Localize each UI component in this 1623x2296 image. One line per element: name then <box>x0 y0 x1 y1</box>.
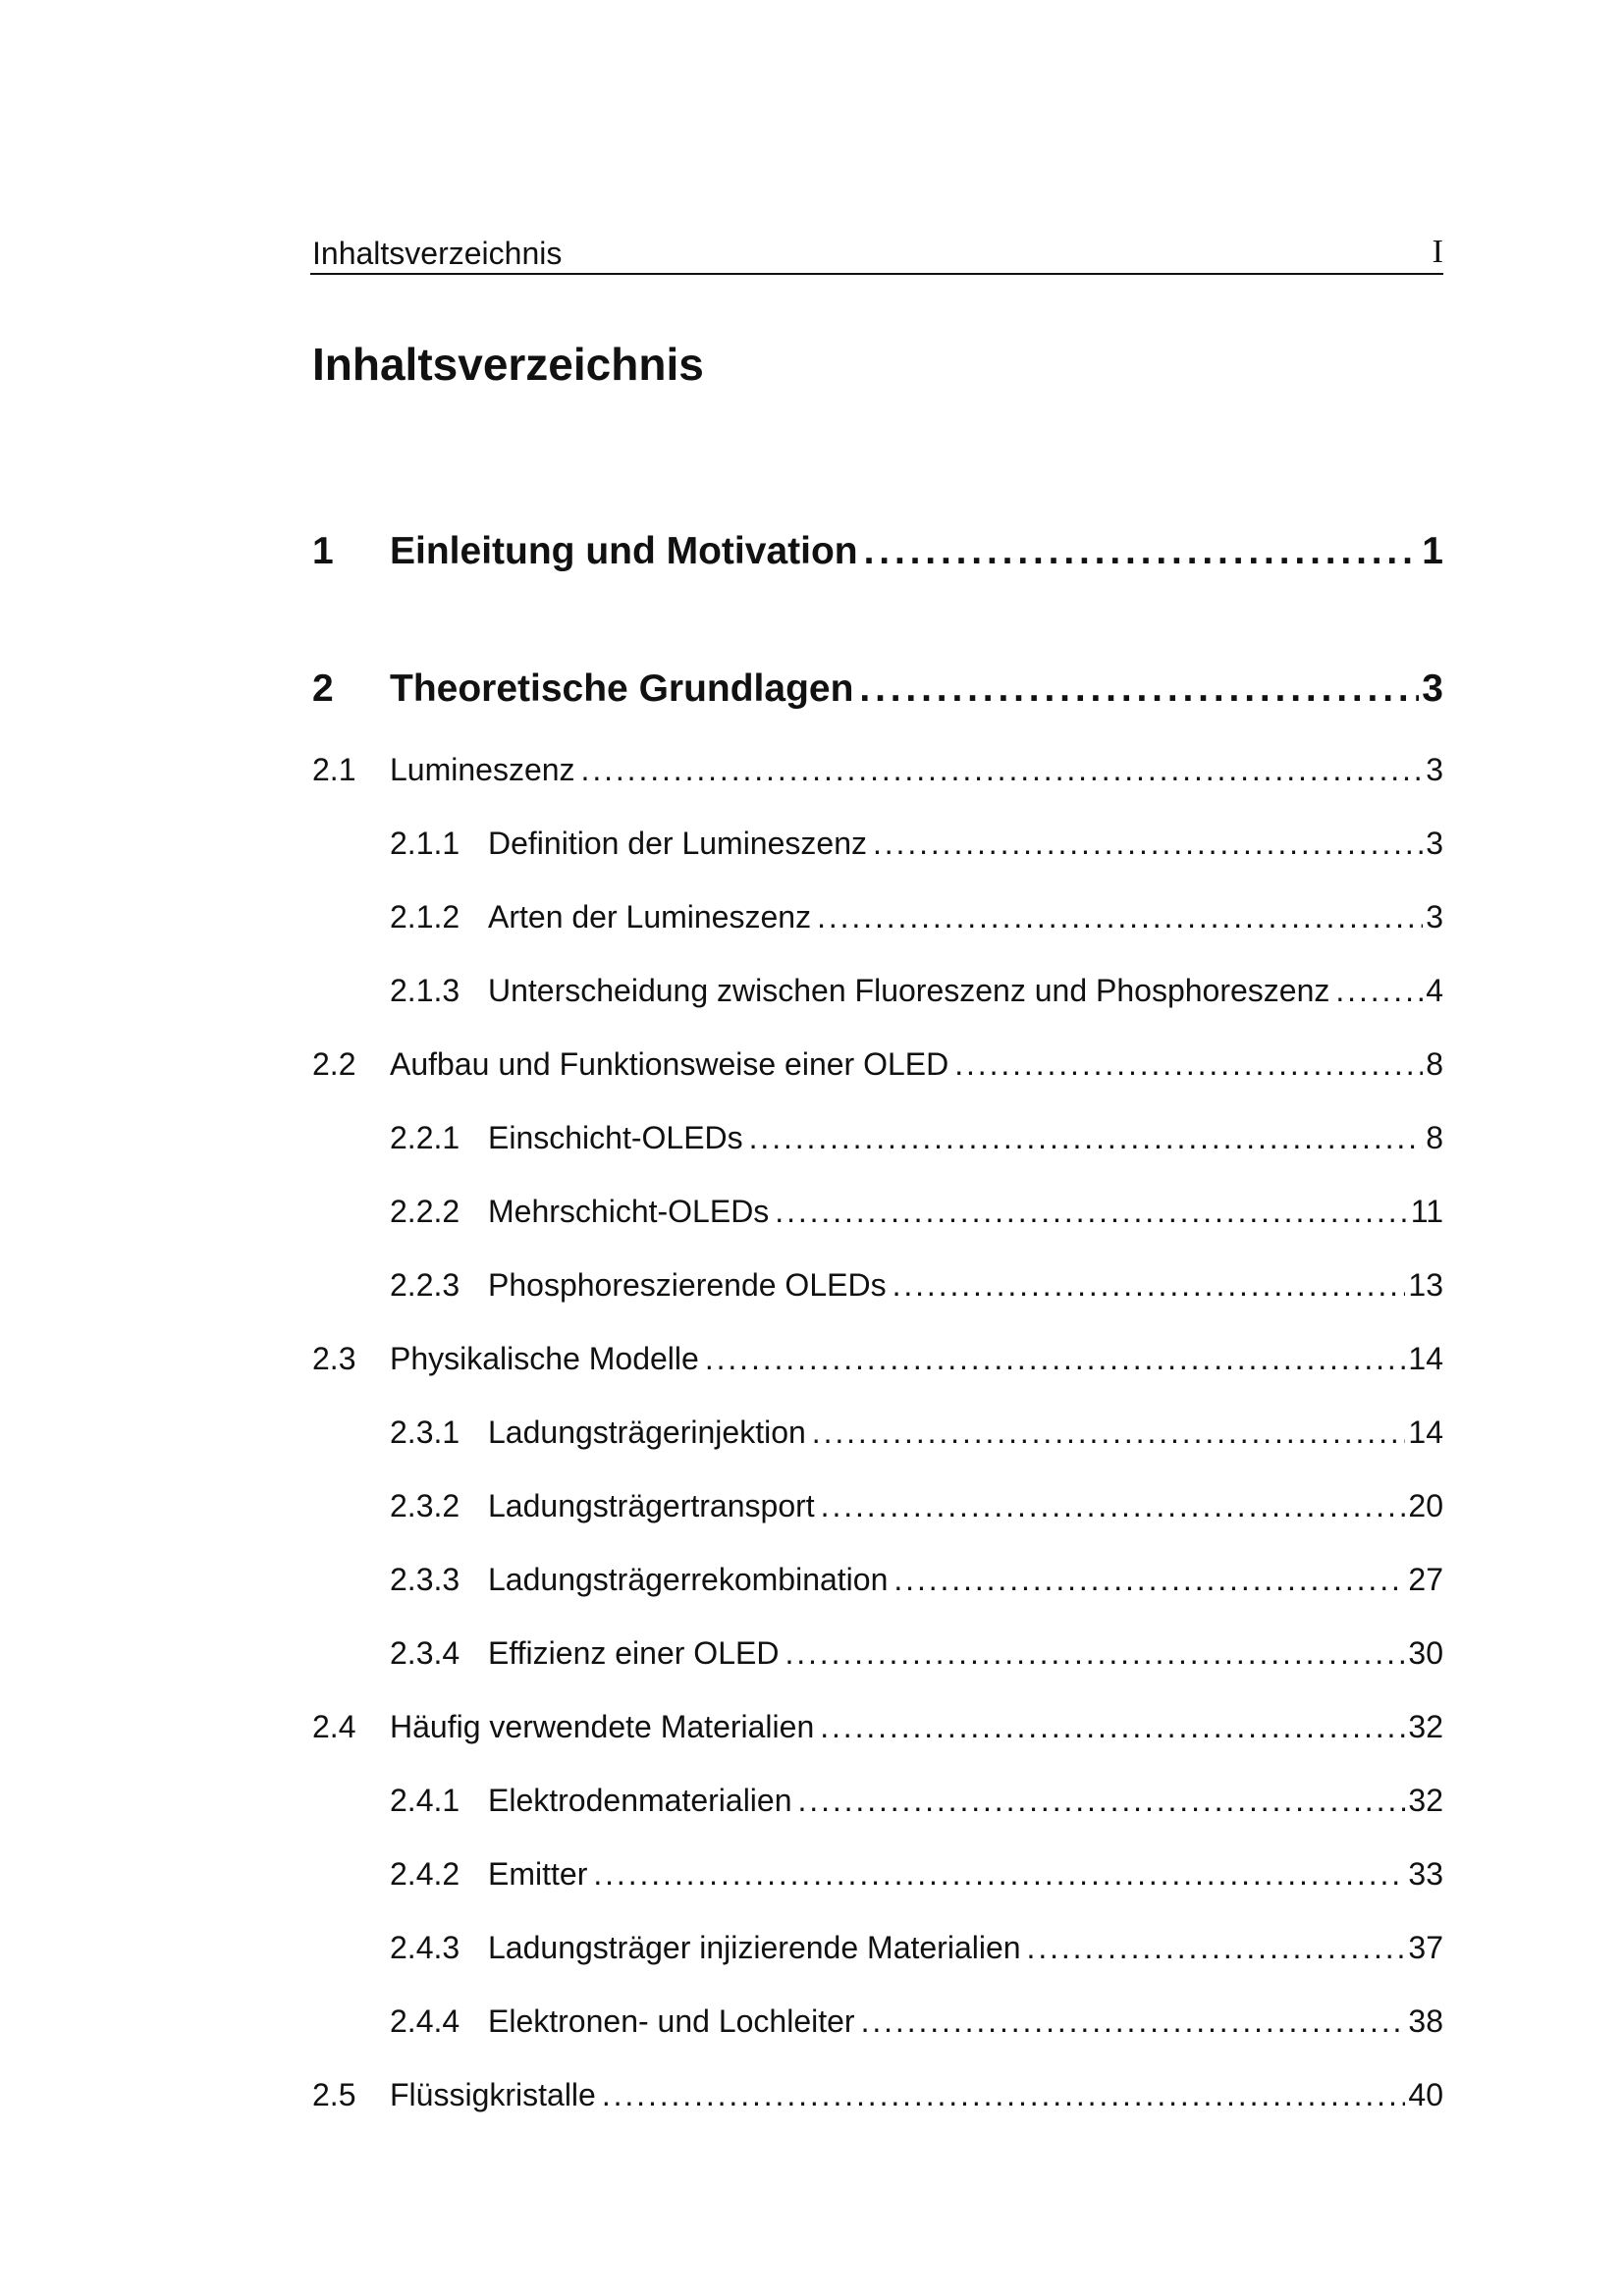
toc-entry-page: 8 <box>1426 1046 1443 1082</box>
dot-leader <box>581 752 1424 788</box>
toc-entry-number: 2.4.4 <box>390 2003 460 2039</box>
toc-entry-page: 3 <box>1426 752 1443 787</box>
toc-entry-subsection-2-2-2[interactable] <box>390 1194 1443 1230</box>
toc-entry-section-2-4[interactable] <box>312 1709 1443 1745</box>
toc-entry-title: Ladungsträger injizierende Materialien <box>488 1930 1021 1965</box>
toc-entry-title: Aufbau und Funktionsweise einer OLED <box>390 1046 949 1082</box>
toc-entry-title: Phosphoreszierende OLEDs <box>488 1267 887 1303</box>
toc-entry-page: 33 <box>1408 1856 1443 1892</box>
dot-leader <box>873 826 1423 862</box>
toc-entry-page: 3 <box>1426 826 1443 861</box>
dot-leader <box>821 1488 1406 1524</box>
toc-entry-page: 3 <box>1422 667 1443 710</box>
toc-entry-subsection-2-3-4[interactable] <box>390 1635 1443 1672</box>
toc-entry-number: 2.3.3 <box>390 1562 460 1597</box>
toc-entry-title: Arten der Lumineszenz <box>488 899 812 934</box>
toc-entry-page: 27 <box>1408 1562 1443 1597</box>
toc-entry-subsection-2-2-1[interactable] <box>390 1120 1443 1156</box>
dot-leader <box>864 530 1420 573</box>
running-header-title: Inhaltsverzeichnis <box>312 236 563 271</box>
toc-entry-number: 2.3 <box>312 1341 356 1376</box>
dot-leader <box>749 1120 1424 1156</box>
toc-entry-page: 14 <box>1408 1415 1443 1450</box>
toc-entry-number: 2.2.3 <box>390 1267 460 1303</box>
toc-entry-subsection-2-1-3[interactable] <box>390 973 1443 1009</box>
running-header-page-number: I <box>1432 234 1443 270</box>
toc-entry-page: 38 <box>1408 2003 1443 2039</box>
toc-entry-title: Häufig verwendete Materialien <box>390 1709 815 1744</box>
toc-entry-number: 2.4.3 <box>390 1930 460 1965</box>
toc-entry-number: 2.4.2 <box>390 1856 460 1892</box>
dot-leader <box>1027 1930 1406 1966</box>
toc-entry-subsection-2-4-3[interactable] <box>390 1930 1443 1966</box>
toc-entry-number: 2.2.1 <box>390 1120 460 1155</box>
toc-entry-number: 2.1.2 <box>390 899 460 934</box>
toc-entry-page: 14 <box>1408 1341 1443 1376</box>
toc-entry-number: 2.1.3 <box>390 973 460 1008</box>
toc-entry-page: 3 <box>1426 899 1443 934</box>
toc-entry-number: 2.4 <box>312 1709 356 1744</box>
toc-entry-page: 20 <box>1408 1488 1443 1523</box>
toc-entry-number: 2.5 <box>312 2077 356 2112</box>
toc-entry-title: Definition der Lumineszenz <box>488 826 867 861</box>
toc-entry-number: 2.3.2 <box>390 1488 460 1523</box>
toc-entry-number: 1 <box>312 530 334 572</box>
dot-leader <box>812 1415 1406 1451</box>
dot-leader <box>893 1267 1406 1304</box>
toc-entry-title: Unterscheidung zwischen Fluoreszenz und Phosphoreszenz <box>488 973 1330 1008</box>
toc-entry-page: 11 <box>1410 1194 1443 1229</box>
toc-entry-number: 2.2 <box>312 1046 356 1082</box>
toc-entry-page: 40 <box>1408 2077 1443 2112</box>
toc-entry-title: Elektronen- und Lochleiter <box>488 2003 855 2039</box>
dot-leader <box>820 1709 1405 1745</box>
toc-entry-subsection-2-3-2[interactable] <box>390 1488 1443 1524</box>
toc-entry-subsection-2-4-1[interactable] <box>390 1783 1443 1819</box>
dot-leader <box>1335 973 1423 1009</box>
dot-leader <box>893 1562 1405 1598</box>
dot-leader <box>817 899 1423 935</box>
toc-entry-subsection-2-2-3[interactable] <box>390 1267 1443 1304</box>
toc-entry-chapter-1[interactable] <box>312 530 1443 573</box>
toc-entry-title: Elektrodenmaterialien <box>488 1783 792 1818</box>
dot-leader <box>861 2003 1406 2040</box>
toc-entry-section-2-2[interactable] <box>312 1046 1443 1083</box>
toc-entry-subsection-2-1-1[interactable] <box>390 826 1443 862</box>
toc-entry-title: Einschicht-OLEDs <box>488 1120 743 1155</box>
toc-entry-title: Flüssigkristalle <box>390 2077 596 2112</box>
toc-entry-number: 2.1.1 <box>390 826 460 861</box>
toc-entry-page: 4 <box>1426 973 1443 1008</box>
toc-entry-section-2-5[interactable] <box>312 2077 1443 2113</box>
toc-entry-number: 2.2.2 <box>390 1194 460 1229</box>
dot-leader <box>705 1341 1406 1377</box>
toc-entry-number: 2 <box>312 667 334 710</box>
toc-entry-title: Physikalische Modelle <box>390 1341 699 1376</box>
toc-entry-page: 8 <box>1426 1120 1443 1155</box>
toc-entry-title: Einleitung und Motivation <box>390 530 858 572</box>
toc-entry-title: Ladungsträgerinjektion <box>488 1415 806 1450</box>
toc-entry-title: Ladungsträgerrekombination <box>488 1562 889 1597</box>
toc-entry-number: 2.4.1 <box>390 1783 460 1818</box>
dot-leader <box>784 1635 1405 1672</box>
dot-leader <box>775 1194 1407 1230</box>
toc-entry-title: Effizienz einer OLED <box>488 1635 780 1671</box>
toc-entry-page: 30 <box>1408 1635 1443 1671</box>
toc-entry-page: 13 <box>1408 1267 1443 1303</box>
toc-entry-subsection-2-1-2[interactable] <box>390 899 1443 935</box>
toc-entry-number: 2.3.4 <box>390 1635 460 1671</box>
toc-entry-subsection-2-4-2[interactable] <box>390 1856 1443 1893</box>
toc-entry-subsection-2-3-3[interactable] <box>390 1562 1443 1598</box>
toc-entry-section-2-1[interactable] <box>312 752 1443 788</box>
toc-entry-title: Theoretische Grundlagen <box>390 667 854 710</box>
dot-leader <box>593 1856 1405 1893</box>
toc-entry-page: 32 <box>1408 1783 1443 1818</box>
toc-entry-page: 37 <box>1408 1930 1443 1965</box>
toc-entry-number: 2.3.1 <box>390 1415 460 1450</box>
toc-entry-section-2-3[interactable] <box>312 1341 1443 1377</box>
page-title: Inhaltsverzeichnis <box>312 339 704 390</box>
toc-entry-page: 1 <box>1422 530 1443 572</box>
toc-entry-title: Mehrschicht-OLEDs <box>488 1194 770 1229</box>
dot-leader <box>798 1783 1406 1819</box>
running-header <box>310 232 1443 275</box>
dot-leader <box>859 667 1419 711</box>
toc-entry-title: Lumineszenz <box>390 752 575 787</box>
toc-entry-subsection-2-4-4[interactable] <box>390 2003 1443 2040</box>
toc-entry-page: 32 <box>1408 1709 1443 1744</box>
dot-leader <box>954 1046 1423 1083</box>
dot-leader <box>602 2077 1406 2113</box>
toc-entry-title: Ladungsträgertransport <box>488 1488 815 1523</box>
toc-entry-number: 2.1 <box>312 752 356 787</box>
toc-entry-subsection-2-3-1[interactable] <box>390 1415 1443 1451</box>
toc-entry-title: Emitter <box>488 1856 588 1892</box>
toc-entry-chapter-2[interactable] <box>312 667 1443 711</box>
